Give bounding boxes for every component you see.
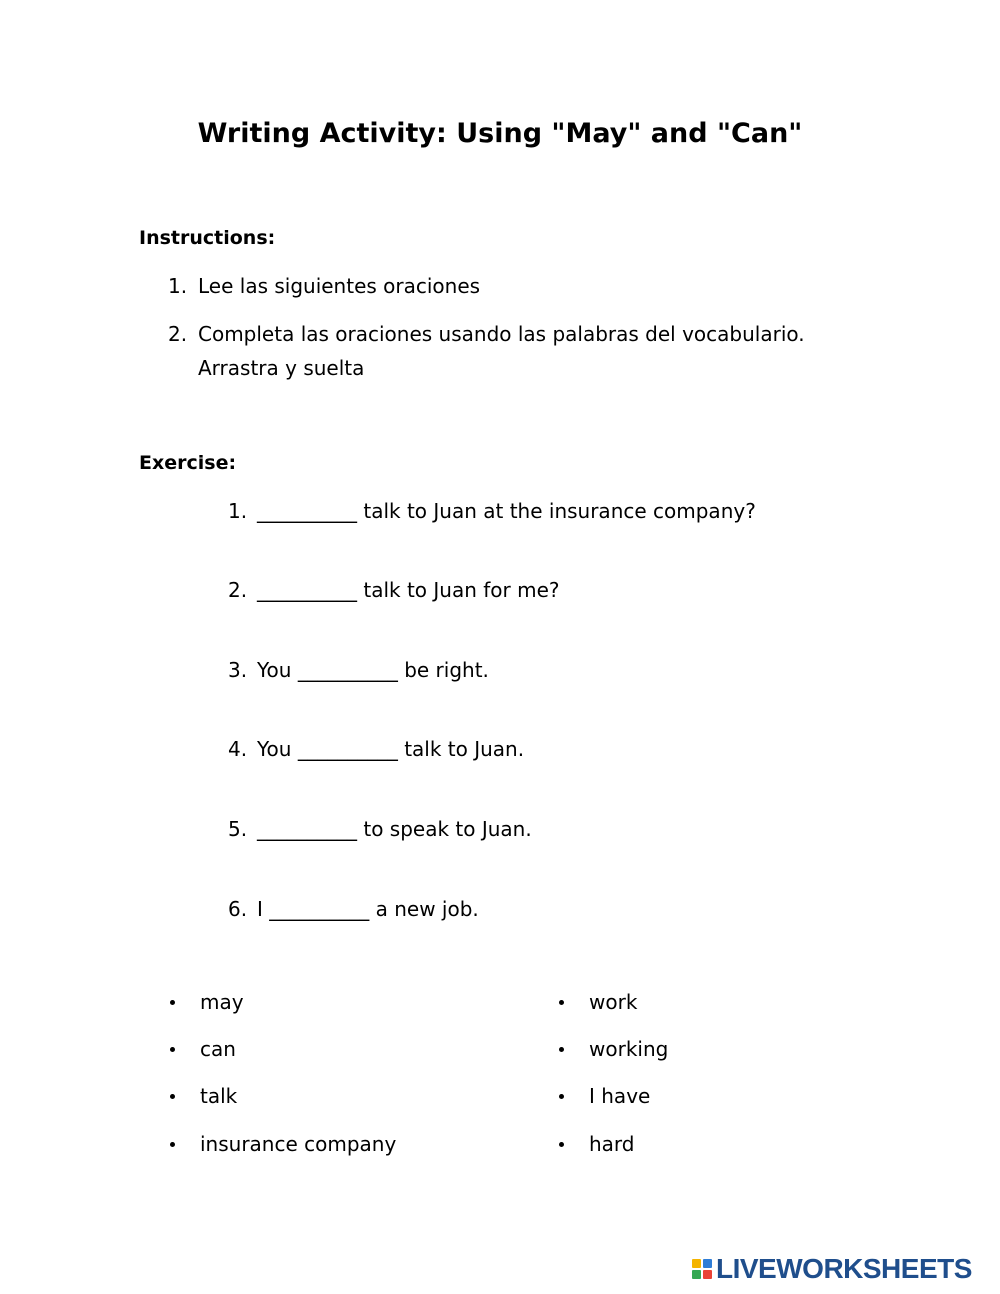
vocab-word[interactable]: insurance company bbox=[170, 1127, 396, 1161]
exercise-number: 5. bbox=[228, 817, 248, 841]
bullet-icon bbox=[170, 1000, 175, 1005]
bullet-icon bbox=[559, 1094, 564, 1099]
exercise-sentence[interactable]: __________ talk to Juan at the insurance company? bbox=[257, 499, 756, 523]
exercise-item bbox=[228, 494, 928, 528]
instruction-text: Lee las siguientes oraciones bbox=[198, 274, 481, 298]
exercise-sentence[interactable]: You __________ talk to Juan. bbox=[257, 737, 525, 761]
exercise-item bbox=[228, 573, 928, 607]
exercise-item bbox=[228, 892, 928, 926]
bullet-icon bbox=[559, 1142, 564, 1147]
instruction-number: 2. bbox=[168, 322, 188, 346]
vocab-word[interactable]: work bbox=[559, 985, 637, 1019]
liveworksheets-logo-icon bbox=[692, 1259, 712, 1279]
exercise-number: 1. bbox=[228, 499, 248, 523]
exercise-item bbox=[228, 653, 928, 687]
bullet-icon bbox=[559, 1047, 564, 1052]
vocab-word[interactable]: can bbox=[170, 1032, 236, 1066]
exercise-sentence[interactable]: You __________ be right. bbox=[257, 658, 489, 682]
exercise-sentence[interactable]: I __________ a new job. bbox=[257, 897, 479, 921]
exercise-number: 6. bbox=[228, 897, 248, 921]
exercise-number: 2. bbox=[228, 578, 248, 602]
exercise-item bbox=[228, 812, 928, 846]
exercise-number: 4. bbox=[228, 737, 248, 761]
vocab-word[interactable]: I have bbox=[559, 1079, 650, 1113]
instruction-item bbox=[168, 317, 888, 385]
bullet-icon bbox=[559, 1000, 564, 1005]
bullet-icon bbox=[170, 1142, 175, 1147]
instructions-heading: Instructions: bbox=[139, 227, 276, 249]
vocab-word[interactable]: working bbox=[559, 1032, 668, 1066]
bullet-icon bbox=[170, 1047, 175, 1052]
bullet-icon bbox=[170, 1094, 175, 1099]
instruction-number: 1. bbox=[168, 274, 188, 298]
instruction-text: Completa las oraciones usando las palabras del vocabulario. Arrastra y suelta bbox=[198, 322, 805, 380]
vocab-word[interactable]: hard bbox=[559, 1127, 635, 1161]
brand-name: LIVEWORKSHEETS bbox=[716, 1253, 972, 1284]
exercise-number: 3. bbox=[228, 658, 248, 682]
exercise-sentence[interactable]: __________ to speak to Juan. bbox=[257, 817, 532, 841]
exercise-sentence[interactable]: __________ talk to Juan for me? bbox=[257, 578, 560, 602]
vocab-word[interactable]: talk bbox=[170, 1079, 237, 1113]
exercise-heading: Exercise: bbox=[139, 452, 237, 474]
page-title: Writing Activity: Using "May" and "Can" bbox=[197, 118, 803, 149]
liveworksheets-brand[interactable] bbox=[692, 1254, 972, 1284]
exercise-item bbox=[228, 732, 928, 766]
vocab-word[interactable]: may bbox=[170, 985, 244, 1019]
instruction-item bbox=[168, 269, 888, 303]
